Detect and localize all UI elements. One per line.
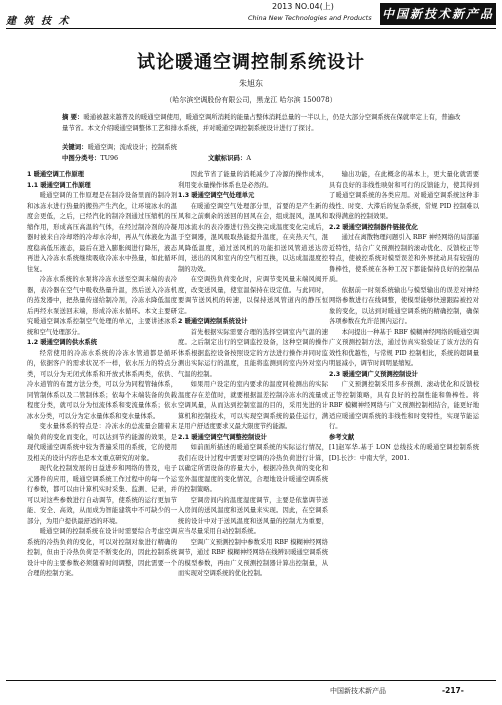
abstract: [62, 112, 462, 134]
section-heading: 1 暖通空调工作原理: [27, 171, 84, 178]
reference-item: [1]赵军华.基于 LON 总线技术的暖通空调控制系统[D].长沙：中南大学，2001.: [329, 444, 479, 462]
document-code-label: 文献标识码：: [208, 154, 247, 162]
classification-label: 中图分类号：: [62, 154, 101, 162]
body-paragraph: 经常使用的冷冻水系统的冷冻水管道都是循环的，依据客户的需求状况不一样，依水压力的特点分类，可以分为无闭式体系和开放式体系两类，依供、冷水道管的布置方法分类，可以分为同程管轴体系，同管制体系以及二管制体系；依每个末端装备的负载程度分类，就可以分为恒流体系和变流量体系；依水冰水分类，可以分为定水量体系和变水量体系。: [27, 349, 177, 420]
body-column-1: [27, 170, 177, 665]
section-heading: 1.1 暖通空调工作原理: [27, 181, 91, 189]
section-heading: 2.3 暖通空调广义预测控制设计: [329, 370, 418, 378]
footer-rule: [6, 680, 496, 681]
body-paragraph: 如果用户设定的室内要求的温度同检测出的实际温度存在差值时，就要根据温差控制冷冻水的流量或空调风量，从而达到控制室温的目的，采用先进的计算机和控制技术，可以实现空调系统的最佳运行，满足用户舒适度要求又最大限度节约能源。: [178, 381, 328, 430]
journal-english-title: China New Technologies and Products: [248, 14, 372, 22]
body-paragraph: 空调房间内的温度湿度调节，主要是依靠调节送入房间的送风温度和送风量来实现。因此，在空调系统的设计中对于送风温度和送风量的控制尤为重要，应当尽量采用自动控制系统。: [178, 496, 328, 535]
body-paragraph: 广义预测控制采用多步预测、滚动优化和反馈校正等控制策略，具有良好的控制性能和鲁棒性。将 RBF 模糊神经网络与广义预测控制相结合，能更好地适应暖通空调系统的非线性和时变特性，实现节能运行。: [329, 381, 479, 430]
document-code: [208, 153, 251, 162]
body-paragraph: 如前面所描述的暖通空调系统的实际运行情况，我们在设计过程中需要对空调的冷热负荷进行计算，以确定所需设备的容量大小，根据冷热负荷的变化和室外温度湿度的变化情况，合理地设计暖通空调系统的控制策略。: [178, 444, 328, 493]
body-paragraph: 暖通空调的控制系统在设计时需要综合考虑空调系统的冷热负荷的变化，可以对控制对象进行精确的控制，但由于冷热负荷是不断变化的，因此控制系统设计中的主要参数必须随着时间调整，因此需要一个合理的控制方案。: [27, 528, 177, 577]
body-paragraph: 冷冻水系统的水泵将冷冻水送至空调末端的表冷器，表冷器在空气中吸收热量升温，然后送入冷冻机的蒸发器中，把热量传递给制冷剂，冷冻水降低温度后再经水泵送回末端，形成冷冻水循环。本文主要研究暖通空调冰系控制空气处理的单元，主要讲述冰系统和空气处理部分。: [27, 276, 177, 336]
body-paragraph: 现代化控制发展的日益进步和网络的普及，电子元器件的应用，暖通空调系统工作过程中的每一个运行参数，都可以由计算机实时采集、监测、记录，并可以对这些参数进行自动调节，使系统的运行更加节能、安全、高效，从而成为智能建筑中不可缺少的一部分，为用户提供最舒适的环境。: [27, 465, 177, 525]
abstract-label: 摘 要：: [62, 113, 84, 121]
keywords-text: 暖通空调；流成设计；控制系统: [87, 143, 178, 151]
body-paragraph: 空调广义预测控制中参数采用 RBF 模糊神经网络调节，通过 RBF 模糊神经网络在线辨识暖通空调系统的模型参数，再由广义预测控制器计算出控制量，从而实现对空调系统的优化控制。: [178, 538, 328, 577]
article-title: 试论暖通空调控制系统设计: [137, 52, 365, 73]
journal-logo: 中国新技术新产品: [380, 3, 496, 25]
section-heading: 1.3 暖通空调空气处理单元: [178, 192, 255, 199]
section-heading: 2.2 暖通空调控制器件链接优化: [329, 223, 418, 231]
header-rule: [6, 28, 496, 29]
body-column-2: [178, 170, 328, 665]
body-paragraph: 因此节省了能量的消耗减少了冷源的操作成本，利用变水量操作体系也是必然的。: [178, 171, 328, 189]
issue-label: 2013 NO.04(上): [272, 2, 334, 11]
abstract-text: 暖通被越来越普及的暖通空调使用，暖通空调所消耗的能量占整体消耗总量的一半以上，仍是大部分空调系统在保就率定上有，普遍改量节省。本文介绍暖通空调整体工艺和排水系统，并对暖通空调控制系统设计进行了探讨。: [62, 113, 461, 132]
section-heading: 1.2 暖通空调的供水系统: [27, 339, 98, 346]
body-paragraph: 暖通空调的工作原理是在制冷设备里面的制冷剂和冰冻水进行热量的搬热产生汽化，让环境冰水的温度会更低，之后，已经汽化的制冷剂通过压缩机的压缩作用，形成高压高温的气体，在经过制冷剂的冷凝器时被来自冷却塔的冷却水冷却，再从气体液化为温度稳高低压液态，最后在进入膨胀阀进行降压，液态再进入冷冻水系统继续吸收冷冻水中热量，如此循环往复。: [27, 192, 177, 273]
body-paragraph: 输出功能，在此概念的基本上，更大量化就需要具有良好的非线性映射和可行的反馈能力，使其得到了暖通空调系统的各类应用。对暖通空调系统这种非线性、时变、大滞后的复杂系统，常规 PID 控制难以取得满意的控制效果。: [329, 171, 479, 220]
document-code-value: A: [246, 154, 251, 162]
article-author: 朱旭东: [239, 79, 263, 88]
page-number: -217-: [442, 686, 464, 695]
keywords: [62, 142, 462, 151]
body-paragraph: 本问提出一种基于 RBF 模糊神经网络的暖通空调广义预测控制方法，通过仿真实验验证了该方法的有效性和优越性，与常规 PID 控制相比，系统的超调量明显减小，调节时间明显缩短。: [329, 328, 479, 367]
body-paragraph: 在空调热负荷变化时，应调节变风量末端风阀开度，改变送风量，使室温保持在设定值。与此同时，要调节送风机的转速，以保持送风管道内的静压恒定。: [178, 276, 328, 315]
body-paragraph: 在暖通空调空气处理部分里，首要的是产生新的风和之前剩余的送回的回风在会，组成混风，混风和用冰流水的表冷器进行热交换完成温度变化完成后，于空调器，混风吸取热能提升温度，在夹热天气，混风降低温度，通过送风机的功能扣送风管道送达房间，送出的风和室内的空气相互换，以达成温湿度控制的功效。: [178, 202, 328, 273]
section-label: 建 筑 技 术: [6, 16, 71, 27]
keywords-label: 关键词：: [62, 143, 88, 151]
body-paragraph: 通过在离散物理问题引入 RBF 神经网络的局部逼近特性，结合广义预测控制的滚动优化、反馈校正等特点，使被控系统对模型误差和外界扰动具有较强的鲁棒性，使系统在各种工况下都能保持良好的控制品质。: [329, 234, 479, 283]
classification-code: TU96: [100, 154, 119, 162]
article-affiliation: （哈尔滨空调股份有限公司，黑龙江 哈尔滨 150078）: [165, 96, 337, 104]
section-heading: 2 暖通空调控制系统设计: [178, 318, 248, 325]
body-paragraph: 依据前一时刻系统输出与模型输出的误差对神经网络参数进行在线调整，使模型能够快速跟踪被控对象的变化，以达到对暖通空调系统的精确控制，确保各项参数在允许范围内运行。: [329, 286, 479, 325]
body-paragraph: 变水量体系的特点是：冷冻水的总流量会随着末端负荷的变化而变化，可以达到节约能源的效果，是现代暖通空调系统中较为普遍采用的系统，它的使用及相关的设计内容也是本文重点研究的对象。: [27, 423, 177, 462]
classification: [62, 153, 118, 162]
section-heading: 参考文献: [329, 433, 355, 441]
body-column-3: [329, 170, 479, 665]
body-paragraph: 首先根据实际需要合理的选择空调室内气温的速度。之后制定出行的空调监控设备，这种空调的操作体系根据监控设备按照设定的方法进行操作并同时监测出实际运行的温度，且能将监测到的室内外对室内气温的控制。: [178, 328, 328, 378]
footer-publisher: 中国新技术新产品: [330, 687, 386, 695]
section-heading: 2.1 暖通空调空气调整控制设计: [178, 433, 267, 441]
page-header: [0, 0, 502, 34]
